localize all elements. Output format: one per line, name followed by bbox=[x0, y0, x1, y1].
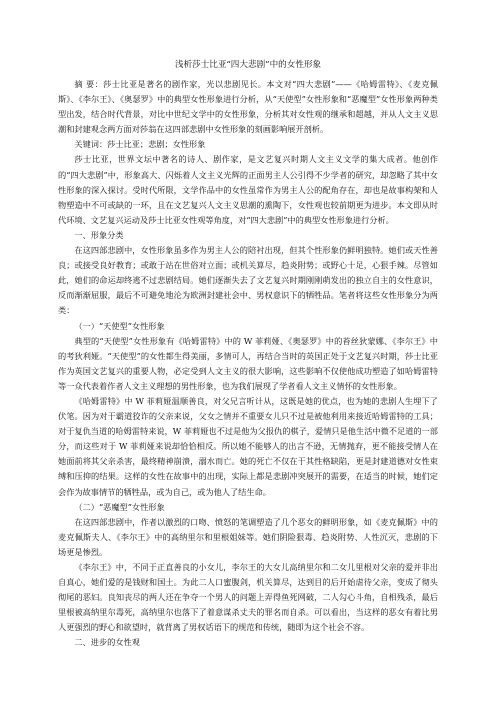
keywords-line: 关键词：莎士比亚；悲剧；女性形象 bbox=[74, 139, 206, 150]
subsection-heading-angel: （一）“天使型”女性形象 bbox=[74, 320, 165, 331]
section1-paragraph-2: 典型的“天使型”女性形象有《哈姆雷特》中的 W 菲莉娅、《奥瑟罗》中的苔丝狄蒙娜、《李尔王》中的考狄利娅。“天使型”的女性都生得美丽，多情可人，再结合当时的英国正处于文艺复兴时期，莎士比亚作为英国文艺复兴的重要人物，必定受到人文主义的很大影响，这些影响不仅使他成功塑造了如哈姆雷特等一众代表着作者人文主义理想的男性形象，也为我们展现了学者看人文主义情怀的女性形象。 bbox=[58, 335, 438, 391]
intro-paragraph: 莎士比亚，世界文坛中著名的诗人、剧作家，是文艺复兴时期人文主义文学的集大成者。他创作的“四大悲剧”中，形象高大、闪烁着人文主义光辉的正面男主人公引得不少学者的研究，却忽略了其中女性形象的深入探讨。受时代所限，文学作品中的女性虽常作为男主人公的配角存在，却也是故事构架和人物塑造中不可或缺的一环，且在文艺复兴人文主义思潮的熏陶下，女性观也较前期更为进步。本文即从时代环境、文艺复兴运动及莎士比亚女性观等角度，对“四大悲剧”中的典型女性形象进行分析。 bbox=[58, 154, 438, 225]
subsection-heading-demon: （二）“恶魔型”女性形象 bbox=[74, 501, 165, 512]
section1-paragraph-3: 《哈姆雷特》中 W 菲莉娅温顺善良，对父兄言听计从，这既是她的优点，也为她的悲剧人生埋下了伏笔。因为对于霸道狡诈的父亲来说，父女之情并不重要女儿只不过是被他利用来接近哈姆雷特的工具；对于复仇当道的哈姆雷特来说，W 菲莉娅也不过是他为父报仇的棋子，爱情只是他生活中微不足道的一部分，而这些对于 W 菲莉娅来说却恰恰相反。所以她不能够人的出言不逊，无情抛弃，更不能接受情人在她面前将其父亲杀害，最终精神崩溃，溺水而亡。她的死亡不仅在于其性格缺陷，更是封建道德对女性束缚和压抑的结果。这样的女性在故事中的出现，实际上都是悲剧冲突展开的需要，在适当的时候，她们定会作为故事情节的牺牲品，或为自己，或为他人了结生命。 bbox=[58, 395, 438, 497]
section-heading-1: 一、形象分类 bbox=[74, 229, 124, 240]
abstract-paragraph: 摘 要：莎士比亚是著名的剧作家，光以悲剧见长。本文对“四大悲剧”——《哈姆雷特》、《麦克佩斯》、《李尔王》、《奥瑟罗》中的典型女性形象进行分析，从“天使型”女性形象和“恶魔型”女性形象两种类型出发，结合时代背景，对比中世纪文学中的女性形象，分析其对女性观的继承和超越，并从人文主义思潮和封建观念两方面对莎翁在这四部悲剧中女性形象的刻画影响展开剖析。 bbox=[58, 79, 438, 135]
section1-paragraph-4: 在这四部悲剧中，作者以激烈的口吻、愤怒的笔调塑造了几个恶女的鲜明形象，如《麦克佩斯》中的麦克佩斯夫人、《李尔王》中的高纳里尔和里根姐妹等。她们阴险狠毒、趋炎附势、人性沉灭，悲剧的下场更是惨烈。 bbox=[58, 516, 438, 557]
document-title: 浅析莎士比亚“四大悲剧”中的女性形象 bbox=[174, 60, 322, 70]
section1-paragraph-1: 在这四部悲剧中，女性形象虽多作为男主人公的陪衬出现，但其个性形象仍鲜明独特。她们或天性善良；或接受良好教育；或敢于站在世俗对立面；或机关算尽，趋炎附势；或野心十足，心狠手辣。尽管如此，她们的命运却终逃不过悲剧结局。她们逐渐失去了文艺复兴时期刚刚萌发出的独立自主的女性意识，反而渐渐屈服，最后不可避免地沦为欧洲封建社会中、男权意识下的牺牲品。笔者将这些女性形象分为两类： bbox=[58, 245, 438, 316]
section-heading-2: 二、进步的女性观 bbox=[74, 637, 140, 648]
section1-paragraph-5: 《李尔王》中，不同于正直善良的小女儿，李尔王的大女儿高纳里尔和二女儿里根对父亲的爱并非出自真心，她们爱的是钱财和国土。为此二人口蜜腹剑，机关算尽，达到目的后开始虐待父亲，变成了彻头彻尾的恶妇。良知丧尽的两人还在争夺一个男人的问题上弄得鱼死网破，二人勾心斗角，自相残杀，最后里根被高纳里尔毒死，高纳里尔也落下了着意谋杀丈夫的罪名而自杀。可以看出，当这样的恶女有着比男人更强烈的野心和欲望时，就背离了男权话语下的规范和传统，随即为这个社会不容。 bbox=[58, 562, 438, 633]
